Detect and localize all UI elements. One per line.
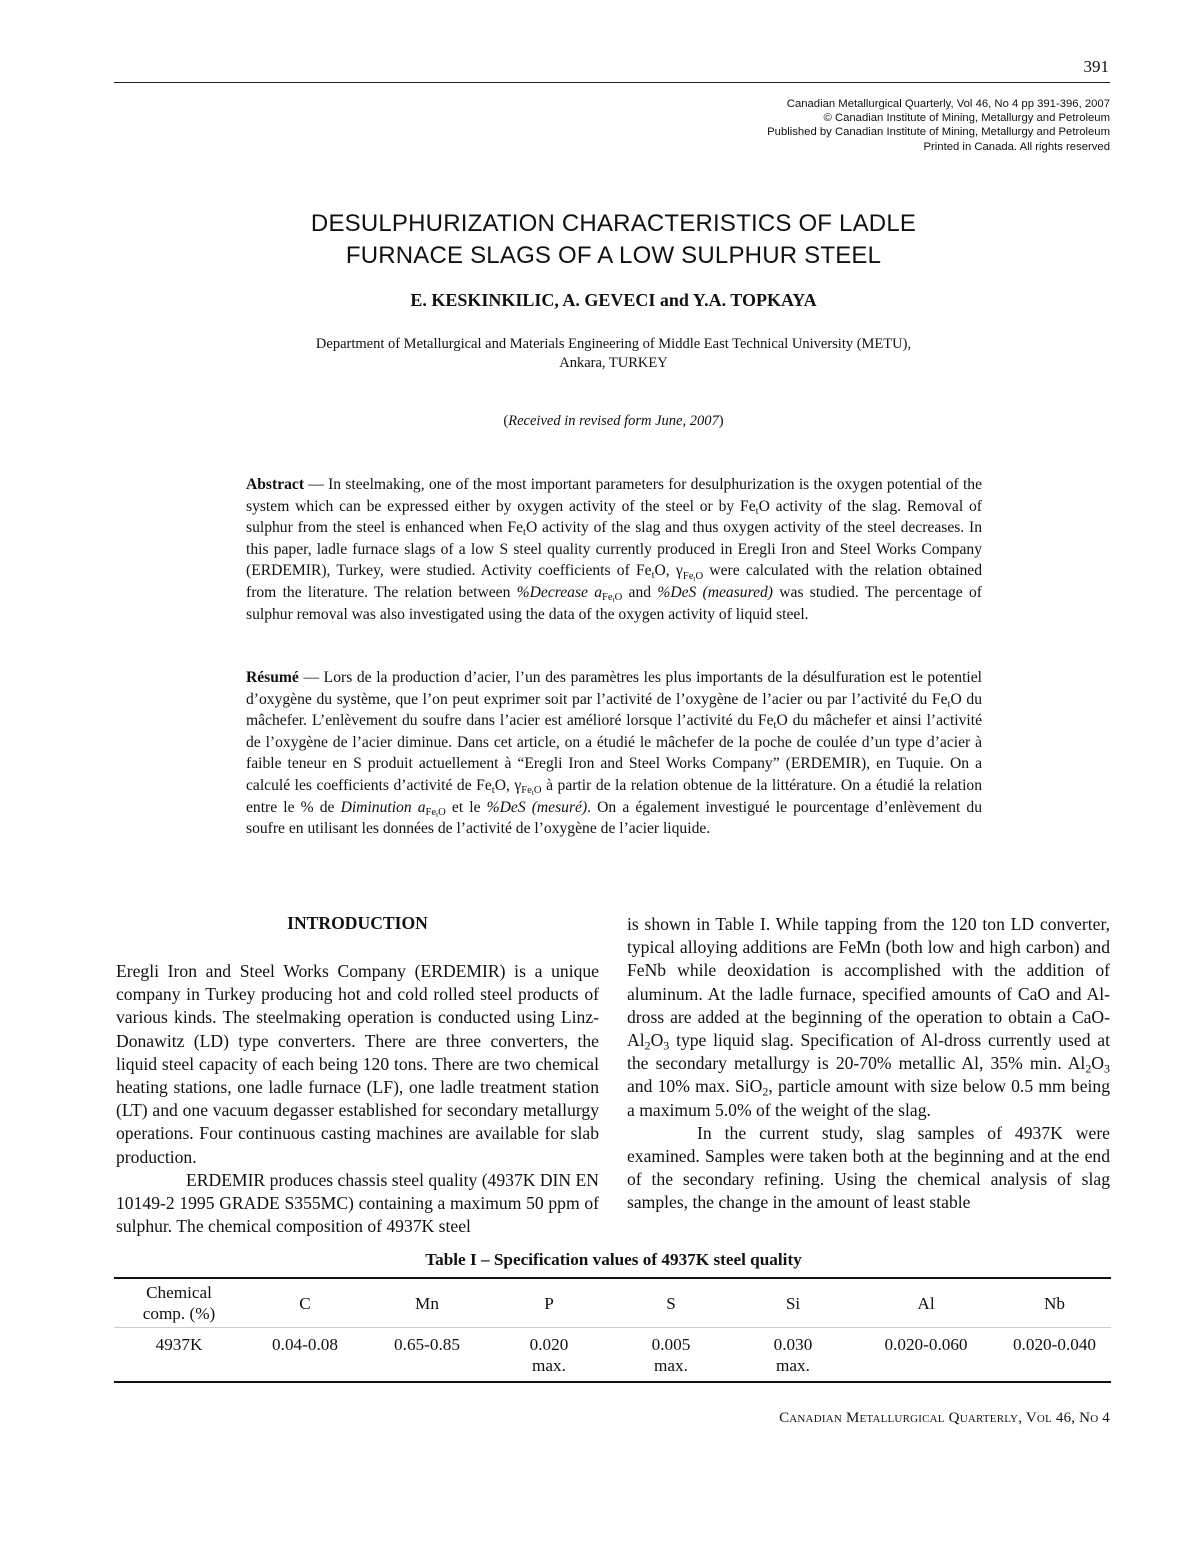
spec-table (114, 1277, 1111, 1383)
subscript: t (491, 785, 495, 797)
abstract-text: was studied. The percentage of sulphur removal was also investigated using the data of the oxygen activity of liquid steel. (246, 583, 982, 623)
table-header-cell: S (610, 1278, 732, 1328)
journal-info (767, 97, 1110, 154)
abstract-text: — In steelmaking, one of the most important parameters for desulphurization is the oxygen potential of the system which can be expressed either by oxygen activity of the steel or by Fe (246, 476, 982, 515)
received-note: (Received in revised form June, 2007) (503, 413, 724, 429)
subscript: t (523, 527, 526, 539)
table-header-cell: Mn (366, 1278, 488, 1328)
table-header-cell: C (244, 1278, 366, 1328)
resume-text: %DeS (mesuré) (486, 798, 588, 816)
resume (246, 667, 982, 840)
resume-text: — Lors de la production d’acier, l’un des paramètres les plus importants de la désulfuration est le potentiel d’oxygène du système, que l’on peut exprimer soit par l’activité de l’oxygène de l’acier ou par l’activité du Fe (246, 669, 982, 708)
abstract-text: and (622, 583, 658, 601)
affiliation-line: Department of Metallurgical and Materials Engineering of Middle East Technical University (METU), (315, 336, 912, 352)
table-header-cell: Nb (998, 1278, 1111, 1328)
abstract-text: %DeS (measured) (657, 583, 773, 601)
affiliation-line: Ankara, TURKEY (559, 355, 668, 371)
table-cell: 0.020-0.060 (884, 1335, 968, 1354)
table-header-cell: Al (854, 1278, 998, 1328)
header-rule (114, 82, 1110, 83)
table-cell: 4937K (155, 1335, 203, 1354)
table-header-cell: P (488, 1278, 610, 1328)
subscript: FetO (425, 806, 446, 819)
abstract-label: Abstract (246, 476, 305, 493)
page-number: 391 (1083, 57, 1109, 76)
table-header-cell: Si (732, 1278, 854, 1328)
paper-title (0, 208, 1200, 272)
table-row (114, 1328, 1111, 1383)
title-line: FURNACE SLAGS OF A LOW SULPHUR STEEL (345, 242, 882, 269)
table-cell: 0.020 max. (529, 1335, 569, 1375)
resume-text: O du mâchefer. L’enlèvement du soufre dans l’acier est amélioré lorsque l’activité du Fe (246, 690, 982, 730)
journal-line: © Canadian Institute of Mining, Metallurgy and Petroleum (823, 112, 1110, 125)
abstract-text: %Decrease a (516, 583, 603, 601)
table-cell: 0.030 max. (773, 1335, 813, 1375)
resume-text: Diminution a (340, 798, 426, 816)
abstract-text: O activity of the slag. Removal of sulphur from the steel is enhanced when Fe (246, 497, 983, 537)
authors: E. KESKINKILIC, A. GEVECI and Y.A. TOPKAYA (410, 290, 817, 310)
subscript: FetO (682, 570, 704, 583)
title-line: DESULPHURIZATION CHARACTERISTICS OF LADLE (310, 210, 917, 237)
subscript: FetO (602, 592, 623, 605)
table-header-row (114, 1278, 1111, 1328)
resume-text: O, γ (494, 776, 522, 794)
table-cell: 0.65-0.85 (394, 1335, 460, 1354)
running-footer: Canadian Metallurgical Quarterly, Vol 46, No 4 (779, 1410, 1110, 1426)
table-cell: 0.005 max. (651, 1335, 691, 1375)
received-text: Received in revised form June, 2007 (508, 413, 719, 429)
journal-line: Printed in Canada. All rights reserved (923, 140, 1110, 153)
section-heading: INTRODUCTION (287, 913, 428, 933)
table-cell: 0.04-0.08 (272, 1335, 338, 1354)
resume-text: à partir de la relation obtenue de la littérature. On a étudié la relation entre le % de (246, 776, 982, 816)
table-cell: 0.020-0.040 (1012, 1335, 1097, 1354)
subscript: FetO (521, 785, 542, 798)
abstract-text: O activity of the slag and thus oxygen activity of the steel decreases. In this paper, ladle furnace slags of a low S steel quality currently produced in Eregli Iron and Steel Works Company (ERDEMIR), Turkey, were studied. Activity coefficients of Fe (246, 519, 982, 580)
paragraph: Eregli Iron and Steel Works Company (ERDEMIR) is a unique company in Turkey producing hot and cold rolled steel products of various kinds. The steelmaking operation is conducted using Linz-Donawitz (LD) type converters. There are three converters, the liquid steel capacity of each being 120 tons. There are two chemical heating stations, one ladle furnace (LF), one ladle treatment station (LT) and one vacuum degasser established for secondary metallurgy operations. Four continuous casting machines are available for slab production. (116, 961, 599, 1167)
table-caption: Table I – Specification values of 4937K steel quality (425, 1250, 802, 1269)
subscript: t (773, 720, 777, 732)
paragraph: In the current study, slag samples of 4937K were examined. Samples were taken both at the beginning and at the end of the secondary refining. Using the chemical analysis of slag samples, the change in the amount of least stable (627, 1122, 1110, 1213)
paragraph: is shown in Table I. While tapping from the 120 ton LD converter, typical alloying additions are FeMn (both low and high carbon) and FeNb while deoxidation is accomplished with the addition of aluminum. At the ladle furnace, specified amounts of CaO and Al-dross are added at the beginning of the operation to obtain a CaO-$Al_2O_3$ type liquid slag. Specification of Al-dross currently used at the secondary metallurgy is 20-70% metallic Al, 35% min. $Al_2O_3$ and 10% max. SiO$_2$, particle amount with size below 0.5 mm being a maximum 5.0% of the weight of the slag. (627, 914, 1111, 1120)
journal-line: Published by Canadian Institute of Mining, Metallurgy and Petroleum (767, 126, 1110, 139)
table-header-cell: Chemical comp. (%) (114, 1278, 244, 1328)
journal-line: Canadian Metallurgical Quarterly, Vol 46, No 4 pp 391-396, 2007 (786, 98, 1110, 110)
resume-text: . On a également investigué le pourcentage d’enlèvement du soufre en utilisant les données de l’activité de l’oxygène de l’acier liquide. (246, 798, 982, 838)
abstract-text: were calculated with the relation obtained from the literature. The relation between (246, 562, 982, 601)
resume-label: Résumé (246, 669, 299, 686)
resume-text: et le (445, 798, 487, 816)
affiliation (0, 335, 1200, 373)
resume-text: O du mâchefer et ainsi l’activité de l’oxygène de l’acier diminue. Dans cet article, on a étudié le mâchefer de la poche de coulée d’un type d’acier à faible teneur en S produit actuellement à “Eregli Iron and Steel Works Company” (ERDEMIR), en Tuquie. On a calculé les coefficients d’activité de Fe (246, 712, 982, 794)
abstract (246, 474, 982, 625)
subscript: t (651, 570, 655, 582)
paragraph: ERDEMIR produces chassis steel quality (4937K DIN EN 10149-2 1995 GRADE S355MC) containing a maximum 50 ppm of sulphur. The chemical composition of 4937K steel (116, 1169, 599, 1237)
subscript: t (755, 505, 759, 517)
right-column (627, 913, 1110, 1215)
left-column (116, 960, 599, 1238)
abstract-text: O, γ (654, 562, 683, 580)
subscript: t (947, 698, 951, 710)
